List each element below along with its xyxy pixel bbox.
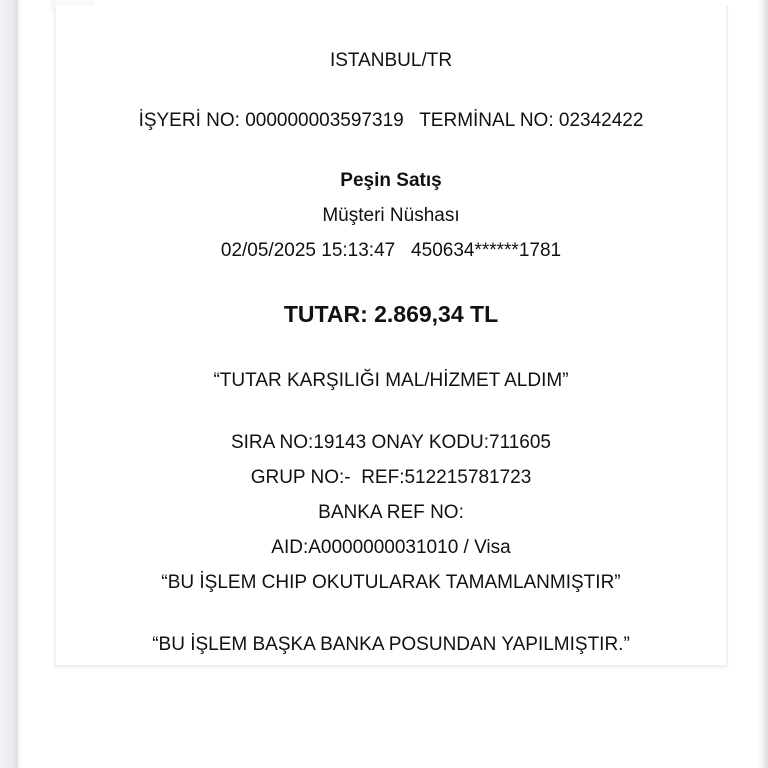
sequence-approval-line: SIRA NO:19143 ONAY KODU:711605 <box>230 432 551 453</box>
chip-notice: “BU İŞLEM CHIP OKUTULARAK TAMAMLANMIŞTIR” <box>161 572 621 593</box>
pos-receipt <box>54 6 728 667</box>
aid-line: AID:A0000000031010 / Visa <box>271 537 511 558</box>
datetime-card-line: 02/05/2025 15:13:47 450634******1781 <box>220 240 562 261</box>
left-margin-strip <box>0 0 18 768</box>
copy-type: Müşteri Nüshası <box>322 205 460 226</box>
other-bank-notice: “BU İŞLEM BAŞKA BANKA POSUNDAN YAPILMIŞTIR.” <box>152 634 630 655</box>
group-ref-line: GRUP NO:- REF:512215781723 <box>250 467 532 488</box>
acknowledgement-text: “TUTAR KARŞILIĞI MAL/HİZMET ALDIM” <box>213 370 569 391</box>
left-page-edge <box>18 0 21 768</box>
amount-line: TUTAR: 2.869,34 TL <box>283 301 499 327</box>
transaction-type: Peşin Satış <box>340 170 442 191</box>
right-scrollbar-strip[interactable] <box>762 0 768 768</box>
bank-ref-line: BANKA REF NO: <box>318 502 464 523</box>
merchant-terminal-line: İŞYERİ NO: 000000003597319 TERMİNAL NO: 02342422 <box>138 110 644 131</box>
location: ISTANBUL/TR <box>329 50 453 71</box>
